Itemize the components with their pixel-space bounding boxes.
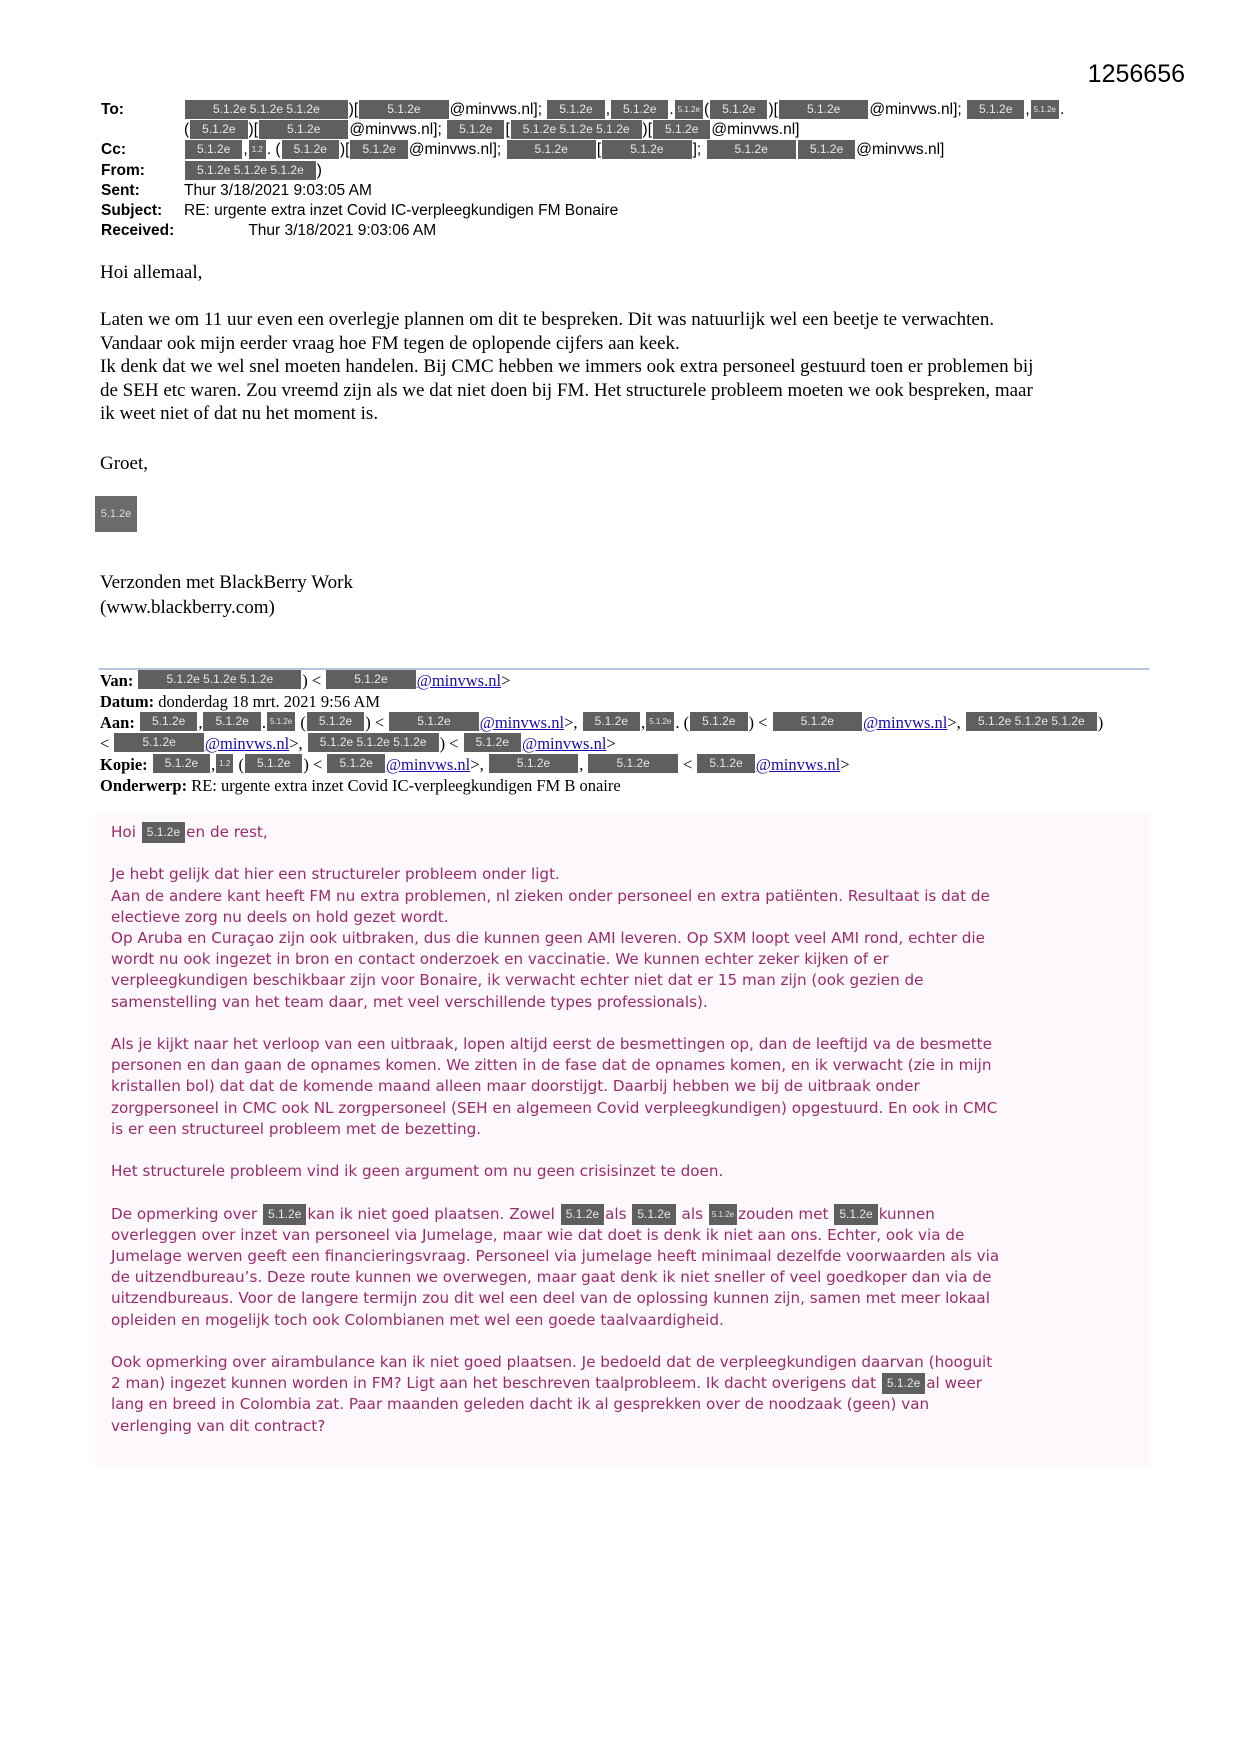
message-line: Ik denk dat we wel snel moeten handelen. Bij CMC hebben we immers ook extra personeel gestuurd toen er problemen bij	[100, 356, 1034, 377]
forwarded-header	[100, 670, 1103, 796]
text: (	[234, 755, 245, 774]
header-value	[184, 120, 799, 140]
text: Aan de andere kant heeft FM nu extra problemen, nl zieken onder personeel en extra patiënten. Resultaat is dat de	[111, 886, 990, 905]
redaction-box: 5.1.2e	[967, 100, 1024, 119]
text: ,	[641, 713, 646, 732]
text: als	[605, 1204, 632, 1223]
redaction-box: 5.1.2e	[834, 1204, 877, 1225]
text: >	[501, 671, 511, 690]
text: >	[606, 734, 616, 753]
text: uitzendbureaus. Voor de langere termijn zou dit wel een deel van de oplossing kunnen zijn, samen met meer lokaal	[111, 1289, 990, 1308]
text-line	[111, 1204, 999, 1225]
forwarded-row	[100, 754, 1103, 775]
text: >,	[947, 713, 965, 732]
redaction-box: 5.1.2e	[464, 733, 521, 752]
text: )[	[642, 121, 653, 139]
redaction-box: 5.1.2e	[602, 140, 691, 159]
email-link[interactable]: @minvws.nl	[862, 713, 948, 732]
forwarded-row	[100, 670, 1103, 691]
forwarded-label: Datum:	[100, 692, 159, 711]
text: @minvws.nl];	[349, 121, 447, 139]
redaction-box: 5.1.2e	[646, 712, 674, 731]
email-link[interactable]: @minvws.nl	[755, 755, 841, 774]
text: RE: urgente extra inzet Covid IC-verpleegkundigen FM Bonaire	[184, 202, 619, 220]
paragraph	[111, 1034, 999, 1140]
text-line	[111, 970, 999, 991]
text: RE: urgente extra inzet Covid IC-verpleegkundigen FM B onaire	[191, 776, 621, 795]
text: kristallen bol) dat dat de komende maand alleen maar doorstijgt. Daarbij hebben we bij de uitbraak onder	[111, 1077, 920, 1096]
redaction-box: 5.1.2e	[697, 754, 754, 773]
text: ,	[579, 755, 588, 774]
text: De opmerking over	[111, 1204, 262, 1223]
text: )	[1097, 713, 1104, 732]
text: . (	[675, 713, 690, 732]
email-link[interactable]: @minvws.nl	[416, 671, 502, 690]
email-link[interactable]: @minvws.nl	[479, 713, 565, 732]
forwarded-row	[100, 775, 1103, 796]
text: Jumelage werven geeft een financieringsvraag. Personeel via jumelage heeft minimaal dezelfde voorwaarden als via	[111, 1247, 1000, 1265]
footer-line-1: Verzonden met BlackBerry Work	[100, 572, 353, 593]
text: ) <	[303, 755, 327, 774]
text: ) <	[365, 713, 389, 732]
text: >,	[470, 755, 488, 774]
text: ) <	[439, 734, 463, 753]
redaction-box: 5.1.2e 5.1.2e 5.1.2e	[138, 670, 301, 689]
text: donderdag 18 mrt. 2021 9:56 AM	[158, 692, 381, 711]
redaction-box: 1.2	[216, 754, 233, 773]
redaction-box: 5.1.2e 5.1.2e 5.1.2e	[185, 100, 348, 119]
text: ) <	[748, 713, 772, 732]
redaction-box: 5.1.2e	[326, 670, 415, 689]
text-line	[111, 1225, 999, 1246]
header-value	[184, 221, 436, 241]
header-label: From:	[101, 161, 145, 179]
redaction-box: 5.1.2e	[185, 140, 242, 159]
header-row	[101, 140, 1064, 160]
text-line	[111, 864, 999, 885]
text: (	[703, 101, 710, 118]
text: (	[184, 121, 190, 139]
redaction-box: 5.1.2e	[350, 140, 407, 159]
redaction-box: 5.1.2e	[489, 754, 578, 773]
text: Thur 3/18/2021 9:03:06 AM	[184, 222, 437, 240]
text: )[	[248, 121, 259, 139]
paragraph	[111, 1204, 999, 1331]
header-row	[101, 120, 1064, 140]
redaction-box: 5.1.2e	[142, 822, 185, 843]
header-value	[184, 161, 322, 181]
text: zouden met	[738, 1204, 834, 1223]
email-header	[101, 100, 1064, 241]
header-label: Subject:	[101, 202, 163, 220]
header-label: To:	[101, 101, 124, 118]
text-line	[111, 1119, 999, 1140]
text: personen en dan gaan de opnames komen. We zitten in de fase dat de opnames komen, en ik verwacht (zie in mijn	[111, 1056, 992, 1075]
text: ,	[605, 101, 610, 118]
redaction-box: 5.1.2e	[140, 712, 197, 731]
text: kunnen	[878, 1204, 935, 1223]
text: overleggen over inzet van personeel via Jumelage, maar wie dat doet is denk ik niet aan ons. Echter, ook via de	[111, 1225, 965, 1244]
text-line	[111, 886, 999, 907]
redaction-box: 5.1.2e	[547, 100, 604, 119]
forwarded-label: Van:	[100, 671, 138, 690]
redaction-box: 5.1.2e	[779, 100, 868, 119]
text: Als je kijkt naar het verloop van een uitbraak, lopen altijd eerst de besmettingen op, dan de leeftijd va de besmette	[111, 1035, 992, 1053]
redaction-box: 5.1.2e 5.1.2e 5.1.2e	[308, 733, 439, 752]
text-line	[111, 1055, 999, 1076]
paragraph	[111, 864, 999, 1012]
redaction-box: 5.1.2e	[153, 754, 210, 773]
text: @minvws.nl];	[869, 101, 967, 118]
header-row	[101, 100, 1064, 120]
footer-line-2: (www.blackberry.com)	[100, 597, 275, 618]
text: is er een structureel probleem met de bezetting.	[111, 1119, 482, 1138]
text: )	[316, 161, 322, 179]
text: .	[1059, 101, 1065, 118]
redaction-box: 5.1.2e	[707, 140, 796, 159]
redaction-box: 5.1.2e	[882, 1373, 925, 1394]
text: samenstelling van het team daar, met veel verschillende types professionals).	[111, 992, 708, 1011]
redaction-box: 5.1.2e	[267, 712, 295, 731]
text-line	[111, 1373, 999, 1394]
text: >	[840, 755, 850, 774]
redaction-box: 5.1.2e	[507, 140, 596, 159]
forwarded-label: Kopie:	[100, 755, 152, 774]
header-label: Sent:	[101, 181, 140, 199]
text: Hoi	[111, 823, 141, 841]
text-line	[111, 1352, 999, 1373]
redaction-box: 5.1.2e	[1031, 100, 1059, 119]
text: verlenging van dit contract?	[111, 1416, 326, 1435]
email-link[interactable]: @minvws.nl	[204, 734, 290, 753]
text: (	[296, 713, 306, 732]
text: 2 man) ingezet kunnen worden in FM? Ligt aan het beschreven taalprobleem. Ik dacht overigens dat	[111, 1374, 881, 1393]
message-line: ik weet niet of dat nu het moment is.	[100, 403, 379, 424]
header-label: Received:	[101, 222, 175, 240]
redaction-box: 1.2	[249, 140, 266, 159]
text-line	[111, 949, 999, 970]
redaction-box: 5.1.2e	[245, 754, 302, 773]
signature-redaction: 5.1.2e	[95, 496, 137, 532]
text: ,	[211, 755, 216, 774]
text: [	[505, 121, 510, 139]
text: )[	[348, 101, 359, 118]
header-value	[184, 201, 618, 221]
forwarded-row	[100, 691, 1103, 712]
redaction-box: 5.1.2e	[710, 100, 767, 119]
text: ,	[243, 141, 248, 159]
redaction-box: 5.1.2e	[389, 712, 478, 731]
text-line	[111, 1098, 999, 1119]
text-line	[111, 1310, 999, 1331]
header-row	[101, 201, 1064, 221]
message-body	[100, 308, 1033, 426]
text-line	[111, 928, 999, 949]
text: @minvws.nl];	[449, 101, 547, 118]
text: ) <	[302, 671, 326, 690]
text-line	[111, 1267, 999, 1288]
redaction-box: 5.1.2e	[307, 712, 364, 731]
text-line	[111, 822, 999, 843]
reply-body	[111, 822, 999, 1458]
text-line	[111, 1076, 999, 1097]
text: . (	[266, 141, 281, 159]
text: ,	[198, 713, 203, 732]
text: [	[596, 141, 602, 159]
text: opleiden en mogelijk toch ook Colombianen met wel een goede taalvaardigheid.	[111, 1310, 724, 1329]
redaction-box: 5.1.2e 5.1.2e 5.1.2e	[966, 712, 1097, 731]
text: @minvws.nl]	[856, 141, 945, 159]
redaction-box: 5.1.2e	[709, 1204, 737, 1225]
redaction-box: 5.1.2e	[653, 120, 710, 139]
text: al weer	[926, 1374, 982, 1393]
message-line: de SEH etc waren. Zou vreemd zijn als we dat niet doen bij FM. Het structurele probleem moeten we ook bespreken, maar	[100, 379, 1033, 401]
header-value	[184, 100, 1064, 120]
redaction-box: 5.1.2e	[359, 100, 448, 119]
redaction-box: 5.1.2e	[690, 712, 747, 731]
text-line	[111, 1288, 999, 1309]
text: .	[669, 101, 674, 118]
email-link[interactable]: @minvws.nl	[385, 755, 471, 774]
text-line	[111, 992, 999, 1013]
header-value	[184, 181, 372, 201]
paragraph	[111, 822, 999, 843]
document-number: 1256656	[1087, 60, 1185, 88]
message-line: Vandaar ook mijn eerder vraag hoe FM tegen de oplopende cijfers aan keek.	[100, 332, 680, 354]
text: .	[261, 713, 266, 732]
redaction-box: 5.1.2e	[203, 712, 260, 731]
text: als	[676, 1204, 708, 1223]
header-row	[101, 181, 1064, 201]
text-line	[111, 1246, 999, 1267]
text-line	[111, 1161, 999, 1182]
header-value	[184, 140, 944, 160]
text: >,	[289, 734, 307, 753]
redaction-box: 5.1.2e	[583, 712, 640, 731]
forwarded-row	[100, 733, 1103, 754]
redaction-box: 5.1.2e	[561, 1204, 604, 1225]
redaction-box: 5.1.2e	[282, 140, 339, 159]
message-line: Laten we om 11 uur even een overlegje plannen om dit te bespreken. Dit was natuurlijk wel een beetje te verwachten.	[100, 309, 995, 330]
text: @minvws.nl];	[408, 141, 506, 159]
text: lang en breed in Colombia zat. Paar maanden geleden dacht ik al gesprekken over de noodzaak (geen) van	[111, 1395, 930, 1414]
redaction-box: 5.1.2e	[259, 120, 348, 139]
forwarded-label: Aan:	[100, 713, 139, 732]
text: ];	[692, 141, 706, 159]
header-label: Cc:	[101, 141, 126, 159]
text-line	[111, 907, 999, 928]
header-label	[101, 120, 184, 140]
redaction-box: 5.1.2e	[611, 100, 668, 119]
header-row	[101, 221, 1064, 241]
text: en de rest,	[186, 823, 268, 841]
redaction-box: 5.1.2e	[773, 712, 862, 731]
text: ,	[1025, 101, 1030, 118]
text: <	[100, 734, 114, 753]
paragraph	[111, 1352, 999, 1437]
text: )[	[339, 141, 350, 159]
redaction-box: 5.1.2e 5.1.2e 5.1.2e	[185, 161, 316, 180]
text-line	[111, 1416, 999, 1437]
redaction-box: 5.1.2e	[798, 140, 855, 159]
text: Op Aruba en Curaçao zijn ook uitbraken, dus die kunnen geen AMI leveren. Op SXM loopt veel AMI rond, echter die	[111, 929, 985, 947]
redaction-box: 5.1.2e	[632, 1204, 675, 1225]
paragraph	[111, 1161, 999, 1182]
forwarded-label: Onderwerp:	[100, 776, 192, 795]
text: Ook opmerking over airambulance kan ik niet goed plaatsen. Je bedoeld dat de verpleegkundigen daarvan (hooguit	[111, 1353, 993, 1371]
header-row	[101, 161, 1064, 181]
text: Thur 3/18/2021 9:03:05 AM	[184, 181, 372, 199]
text: Het structurele probleem vind ik geen argument om nu geen crisisinzet te doen.	[111, 1162, 724, 1181]
text: >,	[564, 713, 582, 732]
text: <	[678, 755, 697, 774]
text: verpleegkundigen beschikbaar zijn voor Bonaire, ik verwacht echter niet dat er 15 man zijn (ook gezien de	[111, 971, 924, 990]
text: zorgpersoneel in CMC ook NL zorgpersoneel (SEH en algemeen Covid verpleegkundigen) opgestuurd. En ook in CMC	[111, 1098, 998, 1117]
text: @minvws.nl]	[711, 121, 800, 139]
greeting: Hoi allemaal,	[100, 262, 203, 283]
closing: Groet,	[100, 453, 149, 474]
forwarded-row	[100, 712, 1103, 733]
redaction-box: 5.1.2e	[327, 754, 384, 773]
redaction-box: 5.1.2e	[114, 733, 203, 752]
text: kan ik niet goed plaatsen. Zowel	[307, 1204, 560, 1223]
redaction-box: 5.1.2e 5.1.2e 5.1.2e	[511, 120, 642, 139]
email-link[interactable]: @minvws.nl	[522, 734, 607, 753]
redaction-box: 5.1.2e	[675, 100, 703, 119]
text: )[	[768, 101, 778, 118]
text: Je hebt gelijk dat hier een structureler probleem onder ligt.	[111, 865, 560, 884]
text: de uitzendbureau’s. Deze route kunnen we overwegen, maar gaat denk ik niet sneller of veel goedkoper dan via de	[111, 1268, 992, 1287]
text-line	[111, 1034, 999, 1055]
text: electieve zorg nu deels on hold gezet wordt.	[111, 907, 449, 926]
text-line	[111, 1394, 999, 1415]
redaction-box: 5.1.2e	[190, 120, 247, 139]
text: wordt nu ook ingezet in bron en contact onderzoek en vaccinatie. We kunnen echter zeker kijken of er	[111, 950, 889, 969]
redaction-box: 5.1.2e	[263, 1204, 306, 1225]
redaction-box: 5.1.2e	[447, 120, 504, 139]
redaction-box: 5.1.2e	[588, 754, 677, 773]
